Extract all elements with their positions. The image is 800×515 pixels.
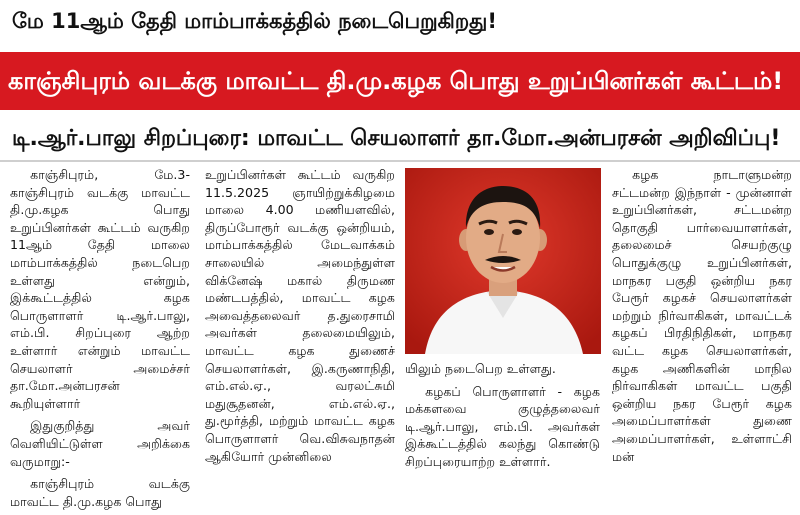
portrait-photo [405,168,601,354]
divider [0,160,800,162]
article-column-3 [405,360,600,510]
paragraph: காஞ்சிபுரம் வடக்கு மாவட்ட தி.மு.கழக பொது [10,476,190,509]
man-portrait-icon [405,168,601,354]
headline-band [0,52,800,110]
paragraph: காஞ்சிபுரம், மே.3- காஞ்சிபுரம் வடக்கு மாவட்ட தி.மு.கழக பொது உறுப்பினர்கள் கூட்டம் வருகிற 11ஆம் தேதி மாலை மாம்பாக்கத்தில் நடைபெற உள்ளது என்றும், இக்கூட்டத்தில் கழக பொருளாளர் டி.ஆர்.பாலு, எம்.பி. சிறப்புரை ஆற்ற உள்ளார் என்றும் மாவட்ட செயலாளர் அமைச்சர் தா.மோ.அன்பரசன் கூறியுள்ளார் [10,167,190,411]
paragraph: இதுகுறித்து அவர் வெளியிட்டுள்ள அறிக்கை வருமாறு:- [10,418,190,469]
article-column-1 [10,166,190,511]
paragraph: யிலும் நடைபெற உள்ளது. [405,361,556,376]
article-column-4 [612,166,792,511]
paragraph: உறுப்பினர்கள் கூட்டம் வருகிற 11.5.2025 ஞாயிற்றுக்கிழமை மாலை 4.00 மணியளவில், திருப்போரூர் வடக்கு ஒன்றியம், மாம்பாக்கத்தில் மேடவாக்கம் சாலையில் அமைந்துள்ள விக்னேஷ் மகால் திருமண மண்டபத்தில், மாவட்ட கழக அவைத்தலைவர் த.துரைசாமி அவர்கள் தலைமையிலும், மாவட்ட கழக துணைச் செயலாளர்கள், இ.கருணாநிதி, எம்.எல்.ஏ., வரலட்சுமி மதுசூதனன், எம்.எல்.ஏ., து.மூர்த்தி, மற்றும் மாவட்ட கழக பொருளாளர் வெ.விசுவநாதன் ஆகியோர் முன்னிலை [205,167,395,464]
article-column-2 [205,166,395,511]
headline: காஞ்சிபுரம் வடக்கு மாவட்ட தி.மு.கழக பொது உறுப்பினர்கள் கூட்டம்! [8,67,784,95]
paragraph: கழகப் பொருளாளர் - கழக மக்களவை குழுத்தலைவர் டி.ஆர்.பாலு, எம்.பி. அவர்கள் இக்கூட்டத்தில் கலந்து கொண்டு சிறப்புரையாற்ற உள்ளார். [405,383,600,469]
kicker-line: மே 11ஆம் தேதி மாம்பாக்கத்தில் நடைபெறுகிறது! [12,9,497,33]
subheadline: டி.ஆர்.பாலு சிறப்புரை: மாவட்ட செயலாளர் தா.மோ.அன்பரசன் அறிவிப்பு! [12,126,781,151]
paragraph: கழக நாடாளுமன்ற சட்டமன்ற இந்நாள் - முன்னாள் உறுப்பினர்கள், சட்டமன்ற தொகுதி பார்வையாளர்கள், தலைமைச் செயற்குழு பொதுக்குழு உறுப்பினர்கள், மாநகர பகுதி ஒன்றிய நகர பேரூர் கழகச் செயலாளர்கள் மற்றும் நிர்வாகிகள், மாவட்டக் கழகப் பிரதிநிதிகள், மாநகர வட்ட கழக செயலாளர்கள், கழக அணிகளின் மாநில நிர்வாகிகள் மாவட்ட பகுதி ஒன்றிய நகர பேரூர் கழக அமைப்பாளர்கள் துணை அமைப்பாளர்கள், உள்ளாட்சி மன் [612,167,792,464]
